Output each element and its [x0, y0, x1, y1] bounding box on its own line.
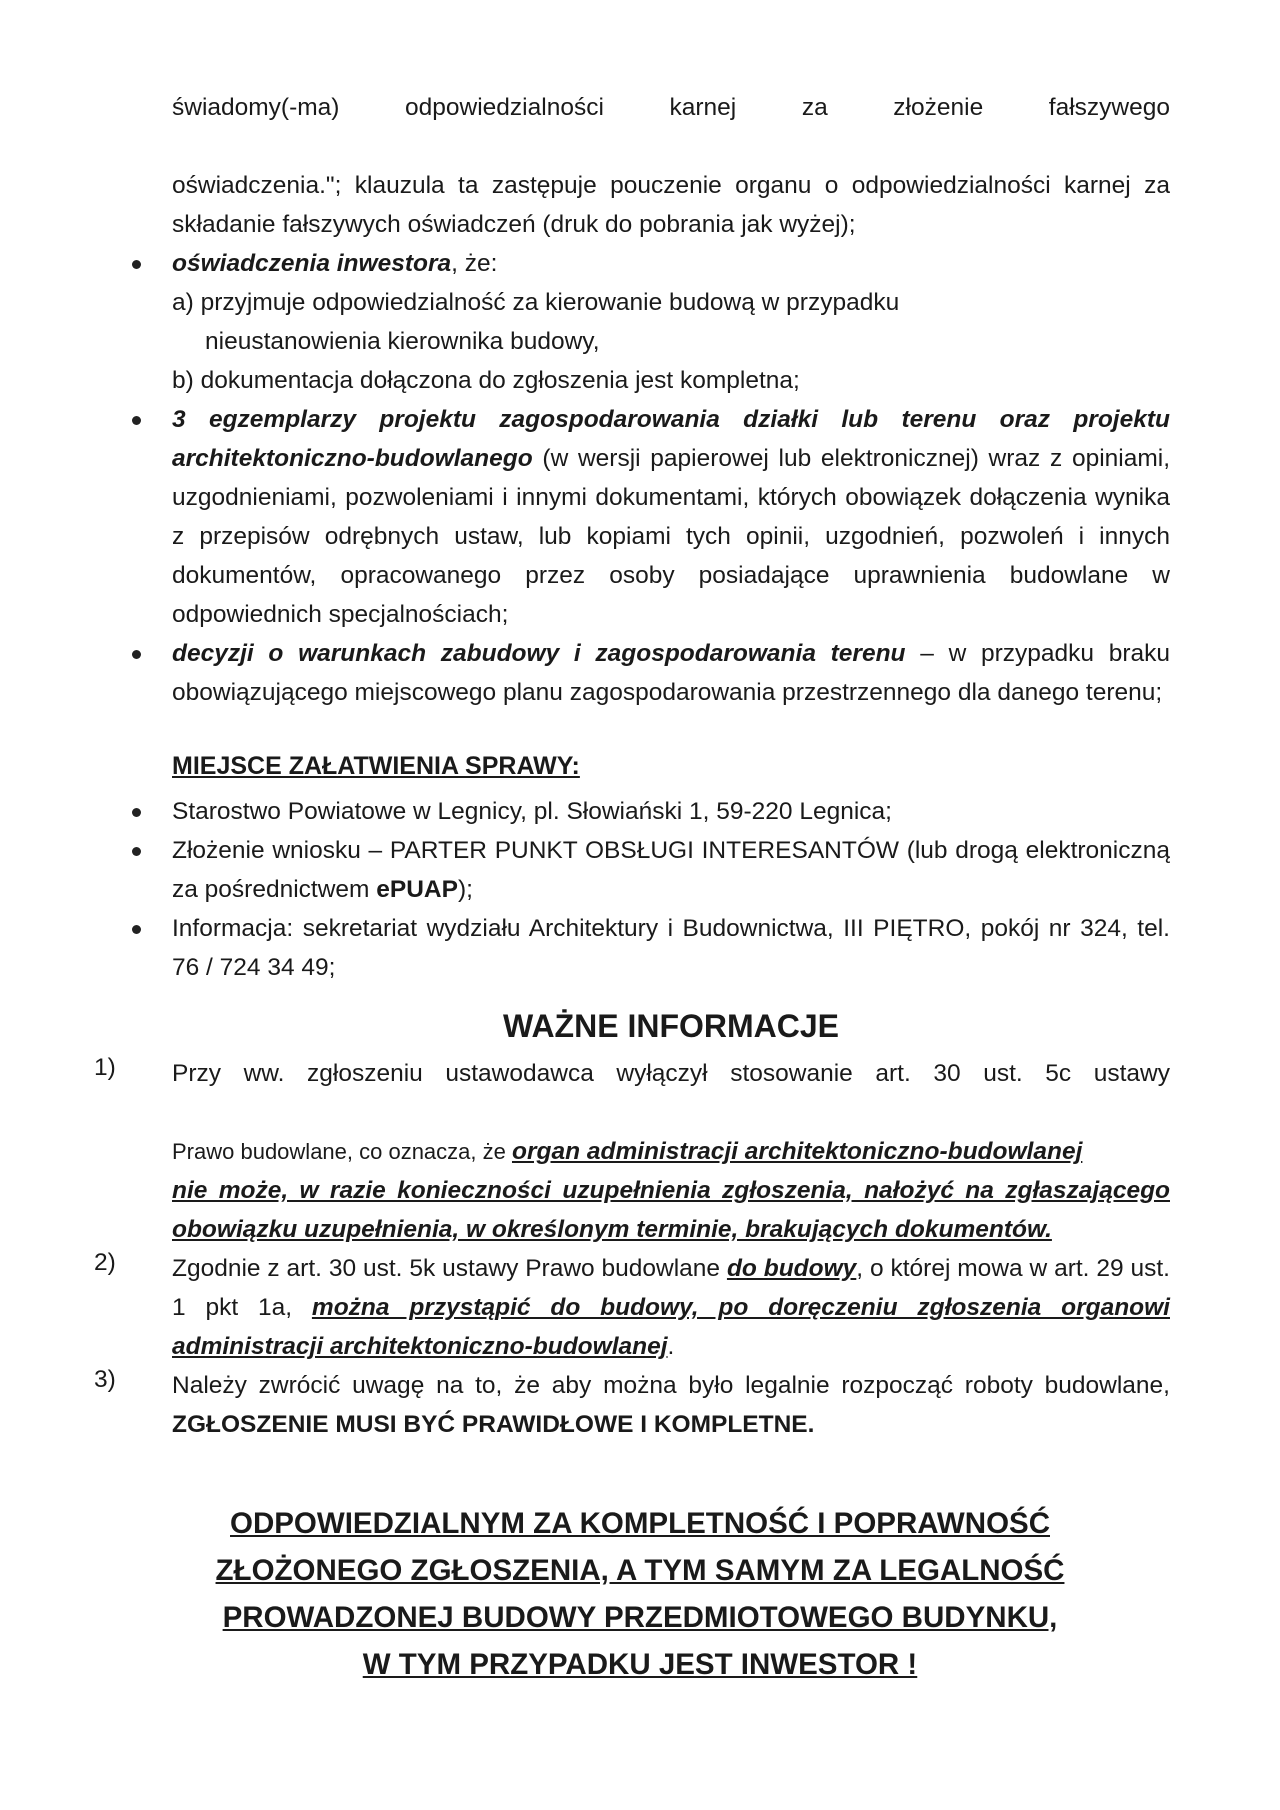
document-body: [94, 88, 1170, 1444]
inwestor-suffix: , że:: [451, 250, 498, 277]
item-2-text-b: , o której mowa w art. 29 ust. 1 pkt 1a,: [172, 1255, 1170, 1321]
section-heading-wazne: WAŻNE INFORMACJE: [503, 1008, 839, 1044]
projekt-text: (w wersji papierowej lub elektronicznej) wraz z opiniami, uzgodnieniami, pozwoleniami i innymi dokumentami, których obowiązek dołączenia wynika z przepisów odrębnych ustaw, lub kopiami tych opinii, uzgodnień, pozwoleń i innych dokumentów, opracowanego przez osoby posiadające uprawnienia budowlane w odpowiednich specjalnościach;: [172, 445, 1170, 628]
item-1-line-1: Przy ww. zgłoszeniu ustawodawca wyłączył stosowanie art. 30 ust. 5c ustawy: [172, 1060, 1170, 1087]
zlozenie-end: );: [457, 876, 473, 903]
list-item-decyzja: [172, 634, 1170, 712]
bullet-icon: [132, 416, 141, 425]
sub-item-a-cont: nieustanowienia kierownika budowy,: [205, 328, 600, 355]
sub-item-a: a) przyjmuje odpowiedzialność za kierowanie budową w przypadku: [172, 289, 900, 316]
final-line-3: PROWADZONEJ BUDOWY PRZEDMIOTOWEGO BUDYNKU,: [222, 1601, 1058, 1634]
bullet-icon: [132, 650, 141, 659]
list-item-informacja: [172, 909, 1170, 987]
item-1-organ: organ administracji architektoniczno-budowlanej: [511, 1138, 1083, 1165]
numbered-item-3: [94, 1366, 1170, 1444]
list-item-oswiadczenia: [172, 244, 1170, 283]
decyzja-title: decyzji o warunkach zabudowy i zagospodarowania terenu: [172, 640, 906, 667]
sub-item-b: b) dokumentacja dołączona do zgłoszenia jest kompletna;: [172, 367, 800, 394]
item-2-mozna: można przystąpić do budowy, po doręczeniu zgłoszenia organowi administracji architektoniczno-budowlanej: [172, 1294, 1170, 1360]
list-item-starostwo: [172, 792, 1170, 831]
item-number: 2): [94, 1249, 116, 1276]
bullet-icon: [132, 925, 141, 934]
item-number: 1): [94, 1054, 116, 1081]
inwestor-title: oświadczenia inwestora: [172, 250, 452, 277]
numbered-item-2: [94, 1249, 1170, 1366]
list-item-projekt: [172, 400, 1170, 634]
informacja-text: Informacja: sekretariat wydziału Architektury i Budownictwa, III PIĘTRO, pokój nr 324, tel. 76 / 724 34 49;: [172, 915, 1170, 981]
section-heading-miejsce: MIEJSCE ZAŁATWIENIA SPRAWY:: [172, 752, 580, 780]
zlozenie-text: Złożenie wniosku – PARTER PUNKT OBSŁUGI INTERESANTÓW (lub drogą elektroniczną za pośrednictwem: [172, 837, 1170, 903]
item-3-bold: ZGŁOSZENIE MUSI BYĆ PRAWIDŁOWE I KOMPLETNE.: [172, 1411, 815, 1438]
final-line-4: W TYM PRZYPADKU JEST INWESTOR !: [362, 1648, 918, 1681]
projekt-title: 3 egzemplarzy projektu zagospodarowania działki lub terenu oraz projektu architektoniczno-budowlanego: [172, 406, 1170, 472]
intro-line-2: oświadczenia."; klauzula ta zastępuje pouczenie organu o odpowiedzialności karnej za składanie fałszywych oświadczeń (druk do pobrania jak wyżej);: [172, 172, 1170, 238]
decyzja-text: – w przypadku braku obowiązującego miejscowego planu zagospodarowania przestrzennego dla danego terenu;: [172, 640, 1170, 706]
epuap-label: ePUAP: [376, 876, 458, 903]
bullet-icon: [132, 847, 141, 856]
item-1-nie-moze: nie może, w razie konieczności uzupełnienia zgłoszenia, nałożyć na zgłaszającego obowiązku uzupełnienia, w określonym terminie, brakujących dokumentów.: [172, 1177, 1170, 1243]
item-3-text: Należy zwrócić uwagę na to, że aby można było legalnie rozpocząć roboty budowlane,: [172, 1372, 1170, 1399]
final-line-2: ZŁOŻONEGO ZGŁOSZENIA, A TYM SAMYM ZA LEGALNOŚĆ: [215, 1554, 1065, 1587]
item-2-end: .: [667, 1333, 675, 1360]
list-item-zlozenie: [172, 831, 1170, 909]
item-2-do-budowy: do budowy: [726, 1255, 857, 1282]
item-2-text: Zgodnie z art. 30 ust. 5k ustawy Prawo budowlane: [172, 1255, 727, 1282]
item-1-text: Prawo budowlane, co oznacza, że: [172, 1139, 512, 1164]
bullet-icon: [132, 808, 141, 817]
final-line-1: ODPOWIEDZIALNYM ZA KOMPLETNOŚĆ I POPRAWNOŚĆ: [230, 1507, 1050, 1540]
starostwo-address: Starostwo Powiatowe w Legnicy, pl. Słowiański 1, 59-220 Legnica;: [172, 798, 892, 825]
final-notice: [140, 1500, 1140, 1688]
sub-list: [172, 283, 1170, 400]
bullet-icon: [132, 260, 141, 269]
item-number: 3): [94, 1366, 116, 1393]
intro-line-1: świadomy(-ma) odpowiedzialności karnej za złożenie fałszywego: [172, 94, 1170, 121]
numbered-item-1: [94, 1054, 1170, 1249]
